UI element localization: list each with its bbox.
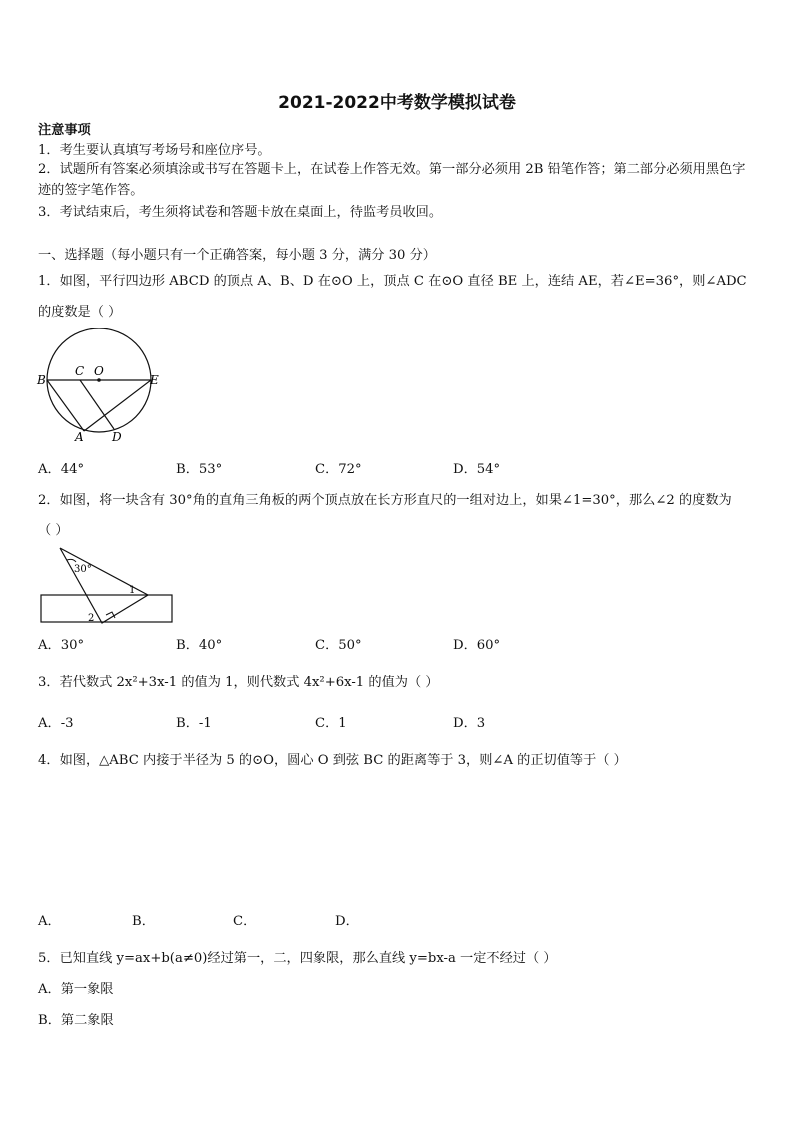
q2-option-d[interactable]: D．60°	[453, 638, 501, 653]
q5-stem: 5．已知直线 y=ax+b(a≠0)经过第一，二，四象限，那么直线 y=bx-a 一定不经过（ ）	[38, 951, 557, 966]
q5-option-b[interactable]: B．第二象限	[38, 1013, 114, 1028]
notice-item-1: 1．考生要认真填写考场号和座位序号。	[38, 143, 271, 158]
q2-option-a[interactable]: A．30°	[38, 638, 85, 653]
center-point	[97, 378, 101, 382]
q2-option-c[interactable]: C．50°	[315, 638, 362, 653]
notice-item-2: 2．试题所有答案必须填涂或书写在答题卡上，在试卷上作答无效。第一部分必须用 2B 铅笔作答；第二部分必须用黑色字迹的签字笔作答。	[38, 162, 746, 198]
q1-option-c[interactable]: C．72°	[315, 462, 362, 477]
q3-option-d[interactable]: D．3	[453, 716, 486, 731]
q1-stem-line1: 1．如图，平行四边形 ABCD 的顶点 A、B、D 在⊙O 上，顶点 C 在⊙O 直径 BE 上，连结 AE，若∠E=36°，则∠ADC	[38, 274, 747, 289]
label-a: A	[75, 430, 84, 444]
label-o: O	[94, 364, 104, 378]
q1-stem-line2: 的度数是（ ）	[38, 305, 122, 320]
ruler	[41, 595, 172, 622]
q4-stem: 4．如图，△ABC 内接于半径为 5 的⊙O，圆心 O 到弦 BC 的距离等于 3，则∠A 的正切值等于（ ）	[38, 753, 627, 768]
segment-ba	[47, 380, 84, 431]
label-d: D	[112, 430, 122, 444]
label-c: C	[75, 364, 85, 378]
q4-option-a[interactable]: A．	[38, 914, 61, 929]
q4-option-d[interactable]: D．	[335, 914, 359, 929]
label-e: E	[150, 373, 159, 387]
q2-ruler-triangle-figure	[36, 544, 176, 626]
notice-heading: 注意事项	[38, 123, 91, 138]
q4-option-c[interactable]: C．	[233, 914, 257, 929]
q5-option-a[interactable]: A．第一象限	[38, 982, 114, 997]
right-angle-mark	[106, 612, 115, 618]
q4-option-b[interactable]: B．	[132, 914, 155, 929]
segment-ae	[84, 380, 151, 431]
q1-option-a[interactable]: A．44°	[38, 462, 85, 477]
page-title: 2021-2022中考数学模拟试卷	[278, 93, 516, 113]
q2-stem-line1: 2．如图，将一块含有 30°角的直角三角板的两个顶点放在长方形直尺的一组对边上，如果∠1=30°，那么∠2 的度数为	[38, 493, 732, 508]
label-angle-2: 2	[88, 613, 95, 624]
q3-option-a[interactable]: A．-3	[38, 716, 74, 731]
section-heading: 一、选择题（每小题只有一个正确答案，每小题 3 分，满分 30 分）	[38, 248, 436, 263]
angle-30-arc	[67, 559, 76, 562]
notice-item-3: 3．考试结束后，考生须将试卷和答题卡放在桌面上，待监考员收回。	[38, 205, 443, 220]
label-angle-1: 1	[129, 585, 136, 596]
label-b: B	[37, 373, 46, 387]
q1-circle-figure	[30, 328, 170, 446]
label-30: 30°	[74, 564, 92, 575]
q3-stem: 3．若代数式 2x²+3x-1 的值为 1，则代数式 4x²+6x-1 的值为（ ）	[38, 675, 439, 690]
q2-stem-line2: （ ）	[38, 523, 69, 538]
q1-option-d[interactable]: D．54°	[453, 462, 501, 477]
q3-option-c[interactable]: C．1	[315, 716, 347, 731]
q3-option-b[interactable]: B．-1	[176, 716, 212, 731]
q1-option-b[interactable]: B．53°	[176, 462, 223, 477]
q2-option-b[interactable]: B．40°	[176, 638, 223, 653]
